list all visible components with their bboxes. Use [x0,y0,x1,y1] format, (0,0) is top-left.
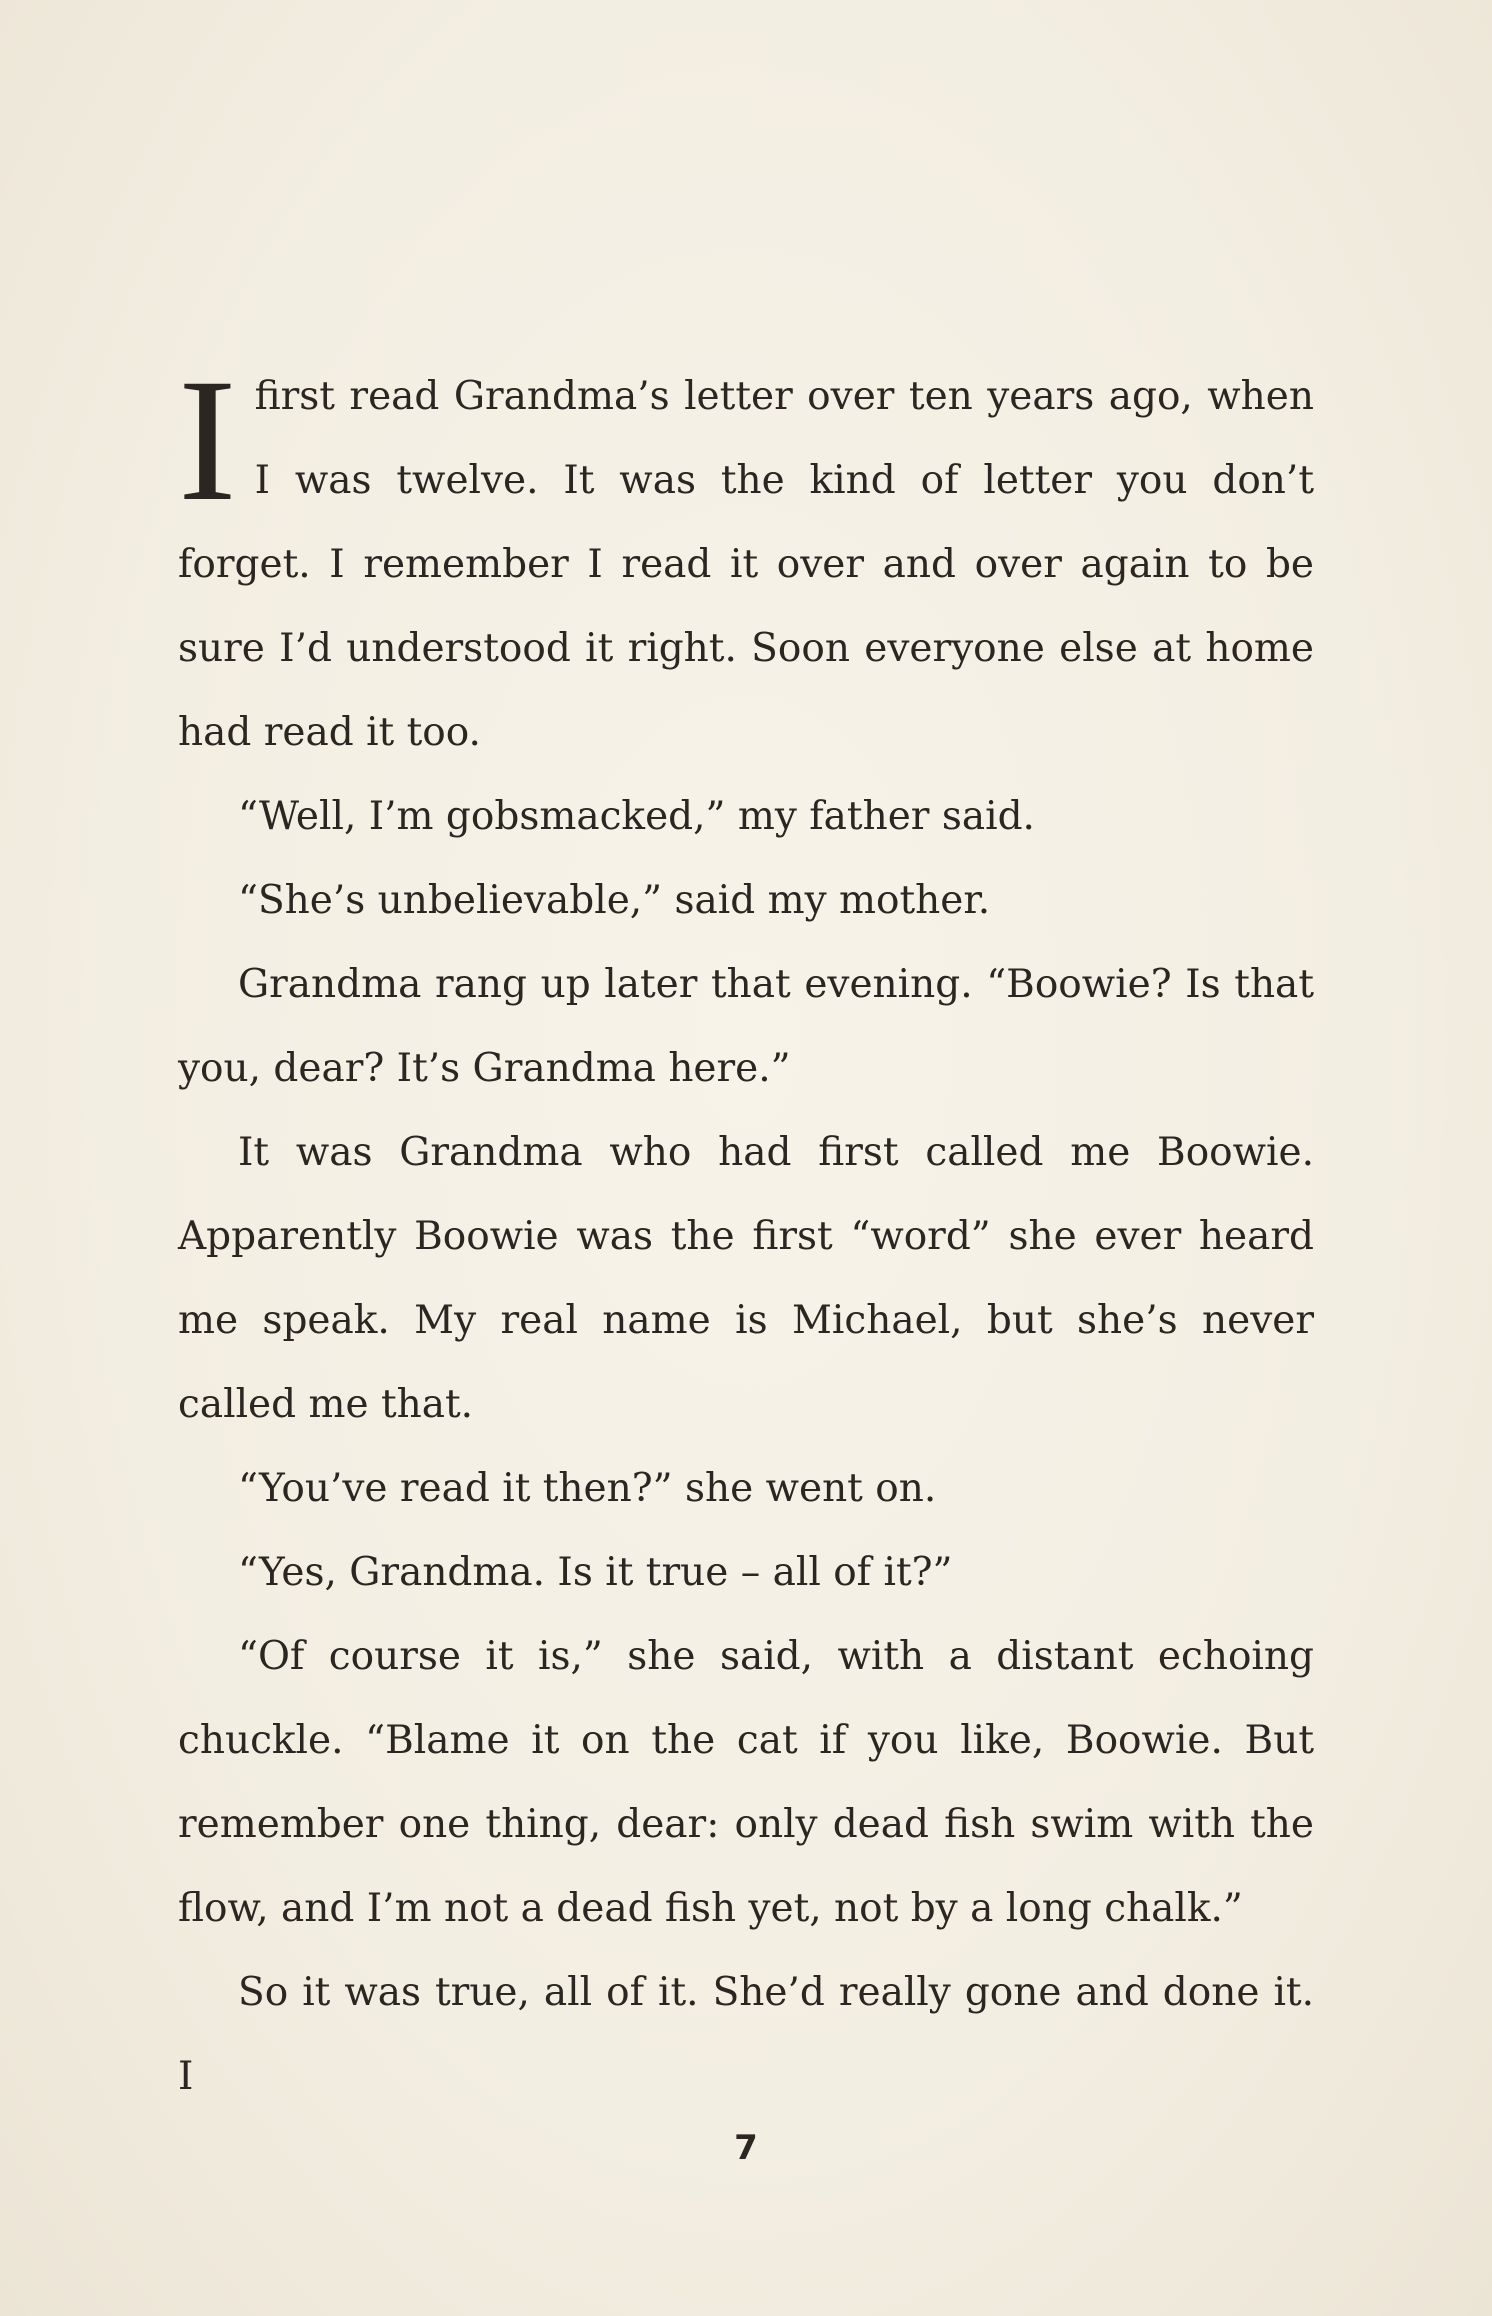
paragraph: It was Grandma who had first called me Boowie. Apparently Boowie was the first “word” she ever heard me speak. My real name is Michael, but she’s never called me that. [178,1130,1314,1427]
paragraph-opening [178,343,1314,775]
page-number: 7 [734,2128,758,2168]
paragraph: “Well, I’m gobsmacked,” my father said. [238,794,1035,839]
body-text [178,343,1314,2119]
paragraph: So it was true, all of it. She’d really gone and done it. I [178,1970,1314,2099]
opening-text: first read Grandma’s letter over ten years ago, when I was twelve. It was the kind of letter you don’t forget. I remember I read it over and over again to be sure I’d understood it right. Soon everyone else at home had read it too. [178,374,1314,755]
drop-cap: I [178,343,237,538]
paragraph: “Yes, Grandma. Is it true – all of it?” [238,1550,953,1595]
paragraph: “Of course it is,” she said, with a distant echoing chuckle. “Blame it on the cat if you like, Boowie. But remember one thing, dear: only dead fish swim with the flow, and I’m not a dead fish yet, not by a long chalk.” [178,1634,1314,1931]
paragraph: Grandma rang up later that evening. “Boowie? Is that you, dear? It’s Grandma here.” [178,962,1314,1091]
paragraph: “She’s unbelievable,” said my mother. [238,878,991,923]
paragraph: “You’ve read it then?” she went on. [238,1466,937,1511]
